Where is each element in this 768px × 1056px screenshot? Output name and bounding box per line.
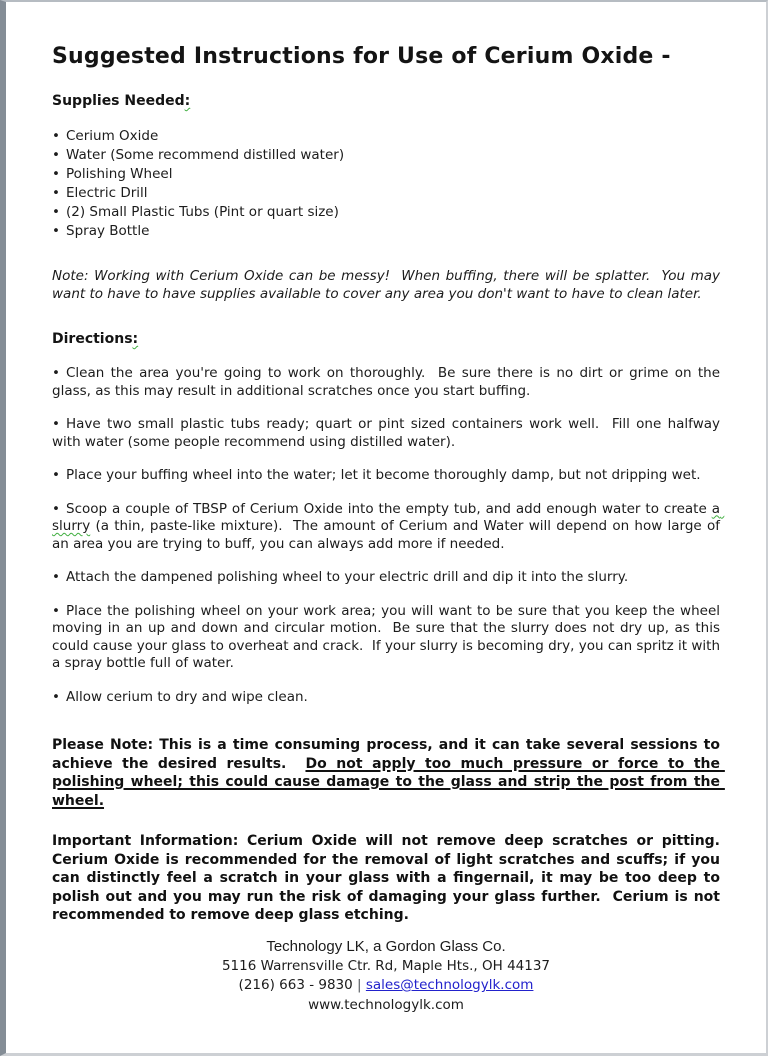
supply-item <box>52 184 720 203</box>
footer <box>52 937 720 1015</box>
direction-step-text: Have two small plastic tubs ready; quart or pint sized containers work well. Fill one halfway with water (some people recommend using distilled water). <box>52 416 725 450</box>
spellcheck-flagged-text: a slurry <box>52 500 725 534</box>
direction-step-text-pre: Scoop a couple of TBSP of Cerium Oxide into the empty tub, and add enough water to create <box>66 500 712 517</box>
footer-email-link[interactable]: sales@technologylk.com <box>365 977 534 993</box>
direction-step <box>52 569 720 587</box>
direction-step <box>52 416 725 451</box>
supply-item <box>52 165 720 184</box>
please-note-warning-underlined: Do not apply too much pressure or force to the polishing wheel; this could cause damage to the glass and strip the post from the wheel. <box>52 755 725 809</box>
bullet-icon: • <box>52 688 60 705</box>
bullet-icon: • <box>52 500 60 517</box>
supply-item-text: Water (Some recommend distilled water) <box>66 147 345 163</box>
directions-heading-text: Directions <box>52 331 133 347</box>
supplies-heading-colon: : <box>184 93 191 109</box>
bullet-icon: • <box>52 365 60 381</box>
directions-heading-colon: : <box>132 331 139 347</box>
direction-step-text: Attach the dampened polishing wheel to your electric drill and dip it into the slurry. <box>66 569 629 585</box>
bullet-icon: • <box>52 147 60 163</box>
supplies-heading-text: Supplies Needed <box>52 93 185 109</box>
supply-item-text: Polishing Wheel <box>66 166 173 182</box>
bullet-icon: • <box>52 128 60 144</box>
direction-step-text-post: (a thin, paste-like mixture). The amount of Cerium and Water will depend on how large of an area you are trying to buff, you can always add more if needed. <box>52 518 725 552</box>
supply-item <box>52 146 720 165</box>
supply-item <box>52 127 720 146</box>
bullet-icon: • <box>52 467 60 483</box>
bullet-icon: • <box>52 223 60 239</box>
supply-item-text: Electric Drill <box>66 185 148 201</box>
footer-phone: (216) 663 - 9830 <box>238 977 353 993</box>
bullet-icon: • <box>52 185 60 201</box>
supply-item <box>52 203 720 222</box>
supplies-list <box>52 127 720 241</box>
supplies-heading <box>52 93 720 109</box>
direction-step-text: Clean the area you're going to work on thoroughly. Be sure there is no dirt or grime on the glass, as this may result in additional scratches once you start buffing. <box>52 365 725 399</box>
please-note-paragraph <box>52 736 725 810</box>
page-title: Suggested Instructions for Use of Cerium Oxide - <box>52 44 671 69</box>
bullet-icon: • <box>52 602 60 619</box>
supply-item-text: Cerium Oxide <box>66 128 159 144</box>
supply-item-text: (2) Small Plastic Tubs (Pint or quart size) <box>66 204 339 220</box>
direction-step <box>52 602 725 673</box>
bullet-icon: • <box>52 569 60 585</box>
supply-item-text: Spray Bottle <box>66 223 150 239</box>
directions-heading <box>52 331 720 347</box>
footer-address: 5116 Warrensville Ctr. Rd, Maple Hts., OH 44137 <box>221 957 551 974</box>
bullet-icon: • <box>52 204 60 220</box>
direction-step <box>52 500 725 554</box>
footer-separator-char: | <box>357 977 362 993</box>
please-note-text: Please Note: This is a time consuming process, and it can take several sessions to achieve the desired results. <box>52 737 725 772</box>
bullet-icon: • <box>52 416 60 432</box>
important-information-paragraph: Important Information: Cerium Oxide will not remove deep scratches or pitting. Cerium Oxide is recommended for the removal of light scratches and scuffs; if you can distinctly feel a scratch in your glass with a fingernail, it may be too deep to polish out and you may run the risk of damaging your glass further. Cerium is not recommended to remove deep glass etching. <box>52 833 730 923</box>
messy-note: Note: Working with Cerium Oxide can be messy! When buffing, there will be splatter. You may want to have to have supplies available to cover any area you don't want to have to clean later. <box>52 268 725 302</box>
footer-separator <box>353 977 366 993</box>
direction-step <box>52 689 720 707</box>
supply-item <box>52 222 720 241</box>
directions-list <box>52 365 725 722</box>
direction-step-text: Allow cerium to dry and wipe clean. <box>66 688 308 705</box>
footer-company: Technology LK, a Gordon Glass Co. <box>266 938 506 955</box>
footer-contact-line <box>52 976 720 996</box>
footer-website: www.technologylk.com <box>308 996 464 1013</box>
direction-step-text: Place the polishing wheel on your work area; you will want to be sure that you keep the wheel moving in an up and down and circular motion. Be sure that the slurry does not dry up, as this could cause your glass to overheat and crack. If your slurry is becoming dry, you can spritz it with a spray bottle full of water. <box>52 602 725 671</box>
bullet-icon: • <box>52 166 60 182</box>
direction-step-text: Place your buffing wheel into the water; let it become thoroughly damp, but not dripping wet. <box>66 467 701 483</box>
direction-step <box>52 467 720 485</box>
direction-step <box>52 365 725 400</box>
